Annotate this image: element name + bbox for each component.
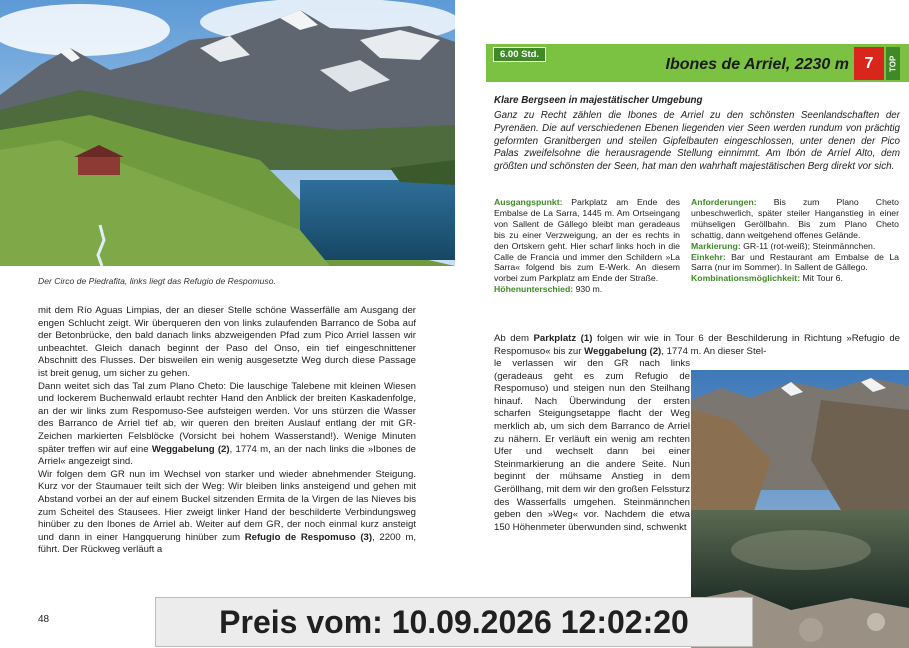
paragraph: mit dem Río Aguas Limpias, der an dieser Stelle schöne Wasserfälle am Ausgang der engen Schlucht zeigt. Wir überqueren den von links zulaufenden Barranco de Soba auf der Betonbrücke, den bald danach links abzweigenden Pfad zum Pico Arriel lassen wir unbeachtet. Gleich danach beginnt der Paso del Onso, ein tief eingeschnittener Abschnitt des Flusses. Der bisweilen ein wenig ausgesetzte Weg durch diese Passage ist breit genug, um sicher zu gehen. <box>38 305 416 379</box>
mountain-lake-photo <box>0 0 455 266</box>
info-column-right <box>691 197 899 284</box>
info-column-left <box>494 197 680 295</box>
info-elevation: Höhenunterschied: 930 m. <box>494 284 603 295</box>
info-refreshment: Einkehr: Bar und Restaurant am Embalse de La Sarra (nur im Sommer). In Sallent de Gállego. <box>691 251 899 273</box>
page-number: 48 <box>38 614 50 625</box>
duration-badge: 6.00 Std. <box>493 47 546 62</box>
info-marking: Markierung: GR-11 (rot-weiß); Steinmännchen. <box>691 240 876 251</box>
top-badge: TOP <box>886 47 900 80</box>
info-start: Ausgangspunkt: Parkplatz am Ende des Embalse de La Sarra, 1445 m. Am Ortseingang von Sallent de Gállego bleibt man geradeaus bis zu einer Verzweigung, an der es rechts in den Ortskern geht. Hier scharf links hoch in die Calle de Francia und immer den Schildern »La Sarra« folgend bis zum E-Werk. An diesem vorbei zum Parkplatz am Ende der Straße. <box>494 197 680 284</box>
photo-caption: Der Circo de Piedrafita, links liegt das Refugio de Respomuso. <box>38 276 276 286</box>
route-text-narrow: le verlassen wir den GR nach links (geradeaus geht es zum Refugio de Respomuso) und steigen nun den Steilhang hinauf. Nach Überwindung der ersten scharfen Steigungsetappe flacht der Weg merklich ab, um sich dem Barranco de Arriel zu nähern. Er verläuft ein wenig am rechten Ufer und wechselt dann bei einer Steinmarkierung an die andere Seite. Nun beginnt der mühsame Anstieg in dem Geröllhang, mit dem wir den großen Felssturz des Wasserfalls umgehen. Steinmännchen geben den »Weg« vor. Nachdem die etwa 150 Höhenmeter überwunden sind, schwenkt <box>494 358 690 533</box>
price-banner: Preis vom: 10.09.2026 12:02:20 <box>155 597 753 647</box>
paragraph: Dann weitet sich das Tal zum Plano Cheto: Die lauschige Talebene mit kleinen Wiesen und lockerem Buchenwald erlaubt rechter Hand den Anblick der breiten Kaskadenfolge, an der wir links zum Respomuso-See aufsteigen werden. Vor uns stürzen die Wasser des Barranco de Arriel tief ab, wir queren den breiten Auslauf entlang der mit GR-Zeichen markierten Felsblöcke (Vorsicht bei hohem Wasserstand!). Wenige Minuten später treffen wir auf eine Weggabelung (2), 1774 m, an der nach links die »Ibones de Arriel« angezeigt sind. <box>38 380 416 468</box>
tour-title: Ibones de Arriel, 2230 m <box>665 56 849 73</box>
tour-number-badge: 7 <box>854 47 884 80</box>
info-combination: Kombinationsmöglichkeit: Mit Tour 6. <box>691 273 843 284</box>
paragraph: Wir folgen dem GR nun im Wechsel von starker und wieder abnehmender Steigung. Kurz vor der Staumauer teilt sich der Weg: Wir bleiben links ansteigend und gehen mit Abstand vorbei an der auf einem Buckel sitzenden Ermita de la Virgen de las Nieves bis zum Scheitel des Stausees. Hier zweigt linker Hand der beschilderte Verbindungsweg hinüber zu den Ibones de Arriel ab. Weiter auf dem GR, der noch einmal kurz ansteigt und dann in einer Hangquerung hinüber zum Refugio de Respomuso (3), 2200 m, führt. Der Rückweg verläuft a <box>38 468 416 556</box>
tour-intro: Ganz zu Recht zählen die Ibones de Arriel zu den schönsten Seenlandschaften der Pyrenäen. Die auf verschiedenen Ebenen liegenden vier Seen werden rundum von prächtig geformten Granitbergen und steilen Gipfelbauten eingeschlossen, unter denen der Pico Palas zweifelsohne die herausragende Stellung einnimmt. Am Ibón de Arriel Alto, dem größten und schönsten der Seen, hat man den wahrhaft majestätischen Berg direkt vor sich. <box>494 110 900 173</box>
route-text-wide: Ab dem Parkplatz (1) folgen wir wie in Tour 6 der Beschilderung in Richtung »Refugio de Respomuso« bis zur Weggabelung (2), 1774 m. An dieser Stel- <box>494 333 900 357</box>
left-body-text <box>38 305 416 557</box>
right-page <box>462 0 909 648</box>
info-requirements: Anforderungen: Bis zum Plano Cheto unbeschwerlich, später steiler Hanganstieg in einer mühseligen Geröllbahn. Bis zum Plano Cheto schattig, dann weitgehend offenes Gelände. <box>691 197 899 240</box>
tour-subtitle: Klare Bergseen in majestätischer Umgebung <box>494 95 703 106</box>
